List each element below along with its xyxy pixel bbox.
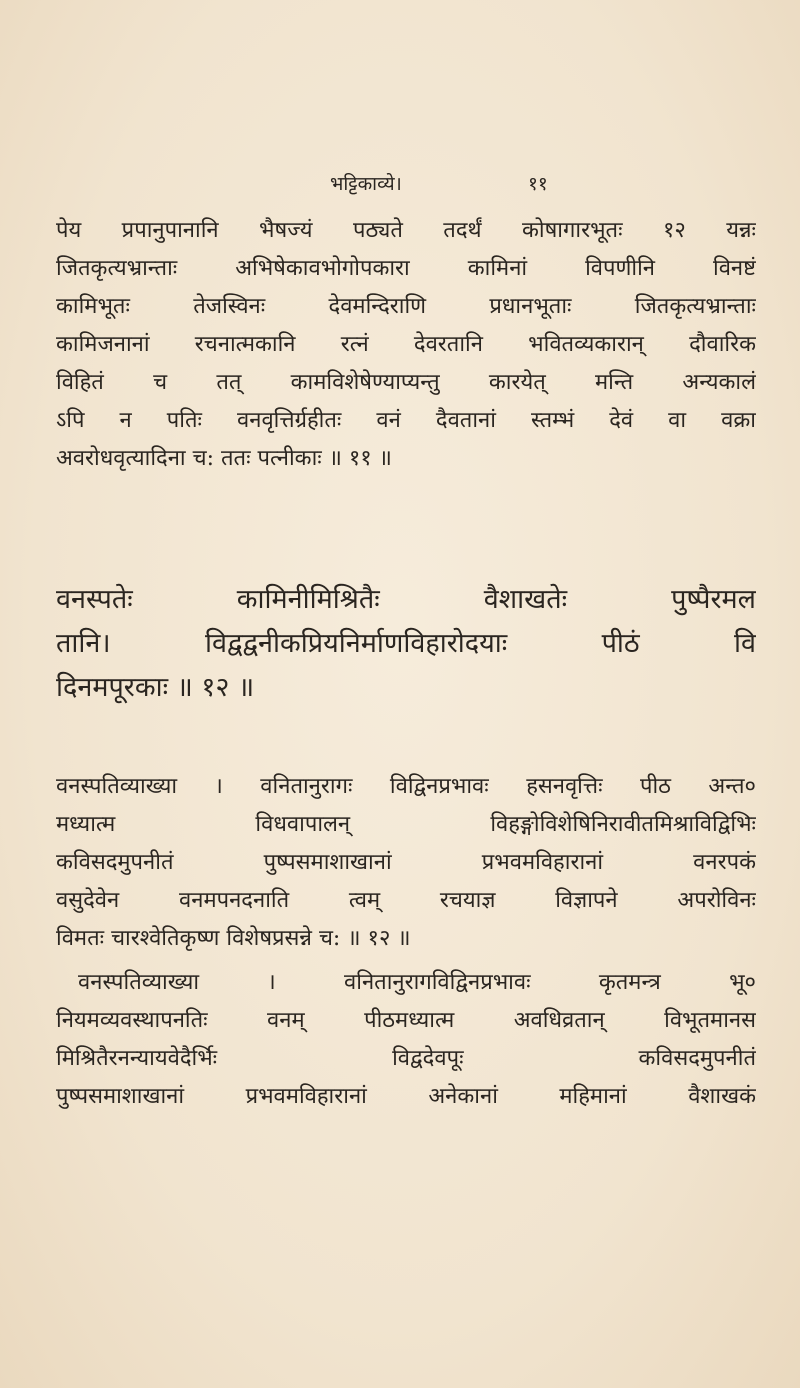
verse-line: वनस्पतेः कामिनीमिश्रितैः वैशाखतेः पुष्पैरमल	[56, 584, 756, 615]
page-number: ११	[528, 173, 548, 195]
text-line: वनस्पतिव्याख्या । वनितानुरागविद्विनप्रभावः कृतमन्त्र भू०	[78, 970, 756, 995]
verse	[56, 578, 756, 710]
text-line: नियमव्यवस्थापनतिः वनम् पीठमध्यात्म अवधिव्रतान् विभूतमानस	[56, 1008, 756, 1033]
verse-line: तानि। विद्वद्वनीकप्रियनिर्माणविहारोदयाः पीठं वि	[56, 628, 756, 659]
text-line: कविसदमुपनीतं पुष्पसमाशाखानां प्रभवमविहारानां वनरपकं	[56, 850, 756, 875]
text-line: कामिजनानां रचनात्मकानि रत्नं देवरतानि भवितव्यकारान् दौवारिक	[56, 332, 756, 357]
verse-line: दिनमपूरकाः ॥ १२ ॥	[56, 672, 255, 703]
text-line: मध्यात्म विधवापालन् विहङ्गोविशेषिनिरावीतमिश्राविद्विभिः	[56, 812, 756, 837]
text-line: पेय प्रपानुपानानि भैषज्यं पठ्यते तदर्थं कोषागारभूतः १२ यन्नः	[56, 218, 756, 243]
text-line: विमतः चारश्वेतिकृष्ण विशेषप्रसन्ने च: ॥ १२ ॥	[56, 926, 411, 951]
text-line: वनस्पतिव्याख्या । वनितानुरागः विद्विनप्रभावः हसनवृत्तिः पीठ अन्त०	[56, 774, 756, 799]
text-line: जितकृत्यभ्रान्ताः अभिषेकावभोगोपकारा कामिनां विपणीनि विनष्टं	[56, 256, 756, 281]
running-title: भट्टिकाव्ये।	[330, 173, 402, 195]
text-line: विहितं च तत् कामविशेषेण्याप्यन्तु कारयेत् मन्ति अन्यकालं	[56, 370, 756, 395]
text-line: मिश्रितैरनन्यायवेदैर्भिः विद्वदेवपूः कविसदमुपनीतं	[56, 1046, 756, 1071]
commentary-paragraph	[56, 768, 756, 958]
commentary-paragraph	[56, 964, 756, 1116]
text-line: अवरोधवृत्यादिना च: ततः पत्नीकाः ॥ ११ ॥	[56, 446, 392, 471]
text-line: ऽपि न पतिः वनवृत्तिर्ग्रहीतः वनं दैवतानां स्तम्भं देवं वा वक्रा	[56, 408, 756, 433]
running-head	[0, 170, 800, 200]
commentary-paragraph	[56, 212, 756, 478]
text-line: कामिभूतः तेजस्विनः देवमन्दिराणि प्रधानभूताः जितकृत्यभ्रान्ताः	[56, 294, 756, 319]
text-line: पुष्पसमाशाखानां प्रभवमविहारानां अनेकानां महिमानां वैशाखकं	[56, 1084, 756, 1109]
text-line: वसुदेवेन वनमपनदनाति त्वम् रचयाज्ञ विज्ञापने अपरोविनः	[56, 888, 756, 913]
